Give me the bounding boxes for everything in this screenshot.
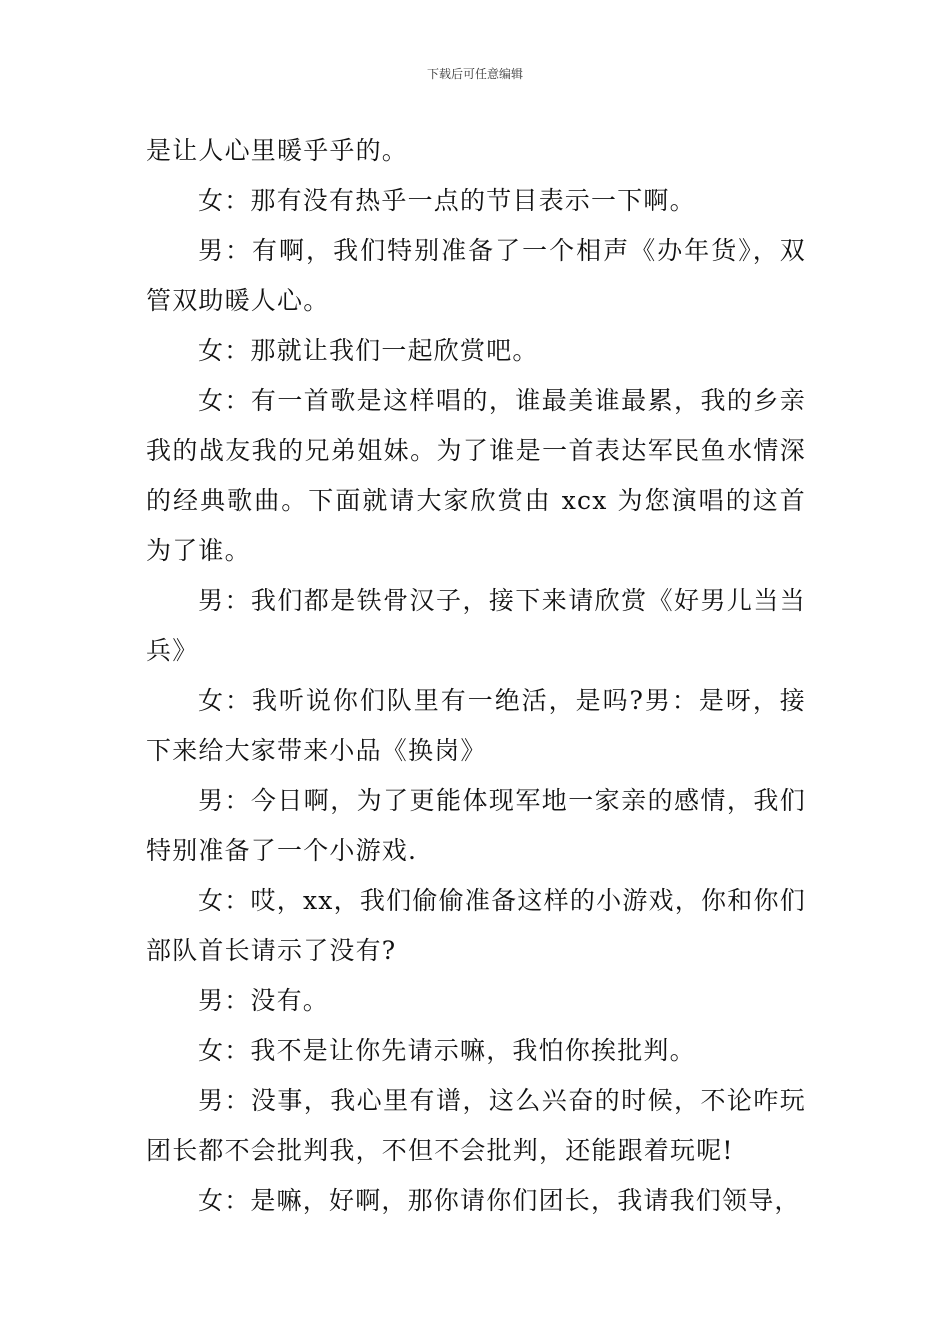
- paragraph: 是让人心里暖乎乎的。: [146, 136, 409, 165]
- paragraph: 男：没事，我心里有谱，这么兴奋的时候，不论咋玩团长都不会批判我，不但不会批判，还能跟着玩呢!: [146, 1086, 806, 1165]
- paragraph: 女：我听说你们队里有一绝活，是吗?男：是呀，接下来给大家带来小品《换岗》: [146, 686, 806, 765]
- document-body: [146, 126, 806, 1226]
- paragraph: 女：那有没有热乎一点的节目表示一下啊。: [198, 186, 696, 215]
- page-header: 下载后可任意编辑: [426, 67, 523, 81]
- paragraph: 女：我不是让你先请示嘛，我怕你挨批判。: [198, 1036, 696, 1065]
- paragraph: 男：没有。: [198, 986, 330, 1015]
- paragraph: 男：有啊，我们特别准备了一个相声《办年货》，双管双助暖人心。: [146, 236, 806, 315]
- paragraph: 男：我们都是铁骨汉子，接下来请欣赏《好男儿当当兵》: [146, 586, 806, 665]
- paragraph: 女：那就让我们一起欣赏吧。: [198, 336, 539, 365]
- paragraph: 女：是嘛，好啊，那你请你们团长，我请我们领导，: [198, 1186, 801, 1215]
- paragraph: 女：哎，xx，我们偷偷准备这样的小游戏，你和你们部队首长请示了没有?: [146, 886, 806, 965]
- paragraph: 女：有一首歌是这样唱的，谁最美谁最累，我的乡亲我的战友我的兄弟姐妹。为了谁是一首表达军民鱼水情深的经典歌曲。下面就请大家欣赏由 xcx 为您演唱的这首为了谁。: [146, 386, 806, 565]
- paragraph: 男：今日啊，为了更能体现军地一家亲的感情，我们特别准备了一个小游戏.: [146, 786, 806, 865]
